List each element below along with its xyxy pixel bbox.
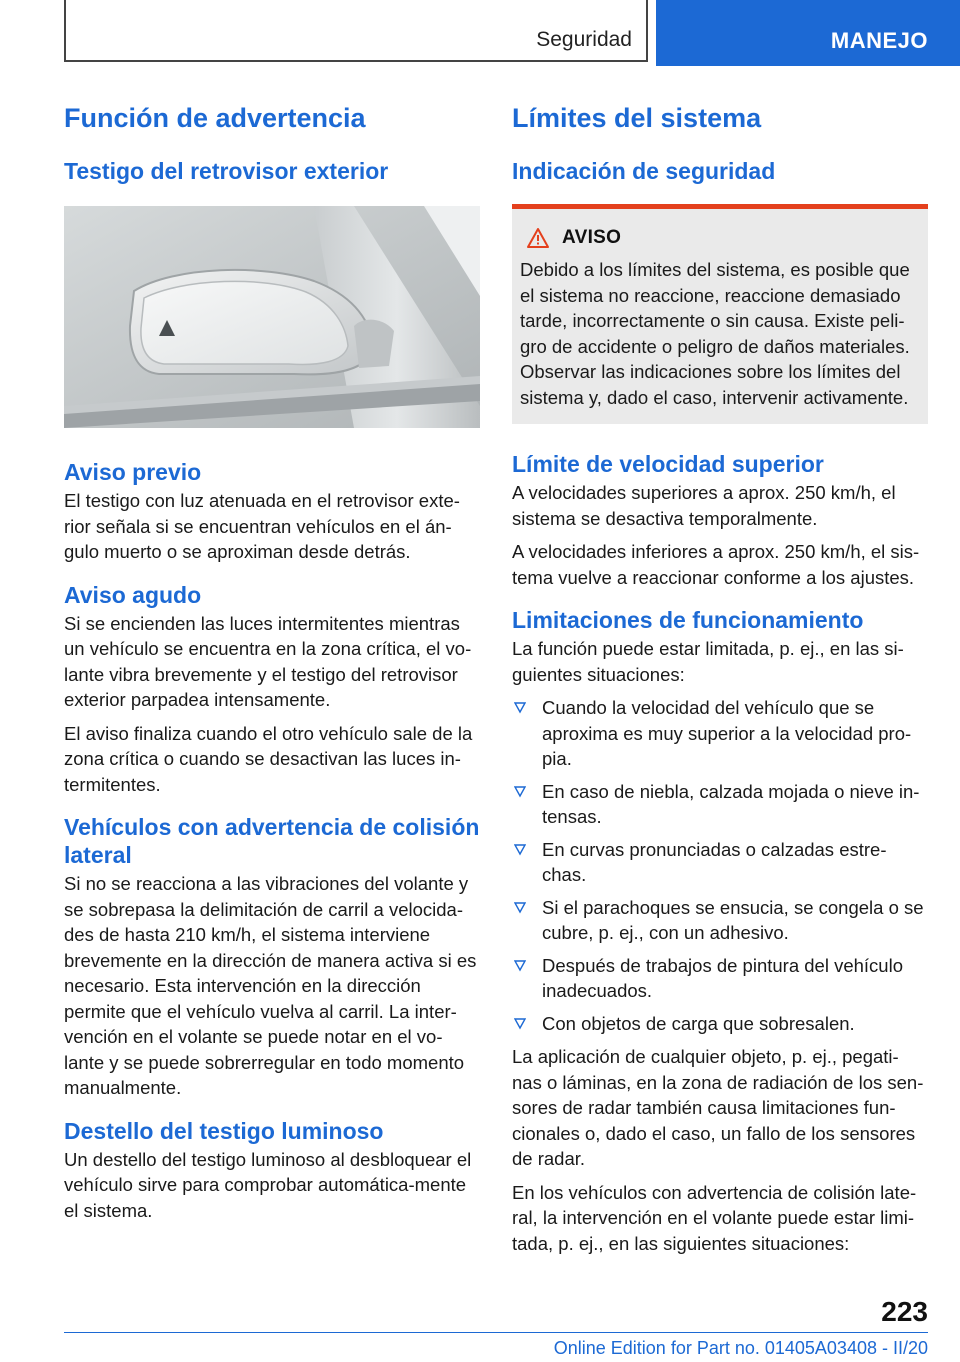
warning-triangle-icon xyxy=(526,227,550,249)
left-section-3 xyxy=(64,1117,480,1224)
left-section-1 xyxy=(64,581,480,798)
list-item-text: En caso de niebla, calzada mojada o nieve in-tensas. xyxy=(542,780,920,827)
limits-list xyxy=(512,695,928,1036)
list-item xyxy=(512,895,928,946)
left-section-2 xyxy=(64,813,480,1101)
list-item xyxy=(512,779,928,830)
paragraph: La función puede estar limitada, p. ej., en las si-guientes situaciones: xyxy=(512,638,904,685)
section-label: Seguridad xyxy=(536,28,632,51)
list-item xyxy=(512,695,928,772)
list-item-text: Después de trabajos de pintura del vehículo inadecuados. xyxy=(542,954,903,1001)
right-title: Límites del sistema xyxy=(512,103,762,133)
list-item-text: En curvas pronunciadas o calzadas estre-chas. xyxy=(542,838,887,885)
paragraph: Un destello del testigo luminoso al desbloquear el vehículo sirve para comprobar automática-mente el sistema. xyxy=(64,1148,472,1221)
triangle-bullet-icon xyxy=(514,960,526,972)
page-header xyxy=(0,0,960,66)
warning-title xyxy=(526,227,920,249)
paragraph: Si se encienden las luces intermitentes mientras un vehículo se encuentra en la zona crítica, el vo-lante vibra brevemente y el testigo del retrovisor exterior parpadea intensamente. xyxy=(64,612,472,710)
list-item xyxy=(512,837,928,888)
section-heading: Aviso agudo xyxy=(64,581,202,608)
list-item xyxy=(512,1011,928,1037)
paragraph: La aplicación de cualquier objeto, p. ej., pegati-nas o láminas, en la zona de radiación de los sen-sores de radar también causa limitaciones fun-cionales o, dado el caso, un fallo de los sensores de radar. xyxy=(512,1046,924,1169)
speed-heading: Límite de velocidad superior xyxy=(512,451,824,477)
page-number: 223 xyxy=(881,1296,928,1327)
paragraph: El testigo con luz atenuada en el retrovisor exte-rior señala si se encuentran vehículos en el án-gulo muerto o se aproximan desde detrás. xyxy=(64,490,460,562)
chapter-label: MANEJO xyxy=(830,28,928,53)
limits-heading: Limitaciones de funcionamiento xyxy=(512,607,864,633)
triangle-bullet-icon xyxy=(514,786,526,798)
left-title: Función de advertencia xyxy=(64,103,366,133)
paragraph: El aviso finaliza cuando el otro vehículo sale de la zona crítica o cuando se desactivan las luces in-termitentes. xyxy=(64,722,473,795)
section-heading: Aviso previo xyxy=(64,459,202,485)
left-subtitle: Testigo del retrovisor exterior xyxy=(64,158,389,184)
warning-label: AVISO xyxy=(562,227,622,248)
paragraph: A velocidades superiores a aprox. 250 km/h, el sistema se desactiva temporalmente. xyxy=(512,482,896,529)
chapter-tab xyxy=(656,0,960,66)
triangle-bullet-icon xyxy=(514,902,526,914)
edition-text: Online Edition for Part no. 01405A03408 - II/20 xyxy=(553,1338,928,1358)
section-heading: Vehículos con advertencia de colisión lateral xyxy=(64,814,480,868)
warning-text: Debido a los límites del sistema, es posible que el sistema no reaccione, reaccione demasiado tarde, incorrectamente o sin causa. Existe peli-gro de accidente o peligro de daños materiales. Observar las indicaciones sobre los límites del sistema y, dado el caso, intervenir activamente. xyxy=(520,259,910,408)
list-item-text: Con objetos de carga que sobresalen. xyxy=(542,1012,855,1034)
paragraph: Si no se reacciona a las vibraciones del volante y se sobrepasa la delimitación de carril a velocida-des de hasta 210 km/h, el sistema interviene brevemente en la dirección de manera activa si es necesario. Esta intervención en la dirección permite que el vehículo vuelva al carril. La inter-vención en el volante se puede notar en el vo-lante y se puede sobrerregular en todo momento manualmente. xyxy=(64,873,477,1098)
footer-divider xyxy=(64,1332,928,1333)
paragraph: A velocidades inferiores a aprox. 250 km/h, el sis-tema vuelve a reaccionar conforme a los ajustes. xyxy=(512,541,920,588)
section-tab xyxy=(64,0,648,62)
list-item-text: Si el parachoques se ensucia, se congela o se cubre, p. ej., con un adhesivo. xyxy=(542,896,924,943)
left-section-0 xyxy=(64,458,480,565)
right-subtitle: Indicación de seguridad xyxy=(512,158,776,184)
list-item xyxy=(512,953,928,1004)
side-mirror-warning-light-image xyxy=(64,206,480,428)
list-item-text: Cuando la velocidad del vehículo que se aproxima es muy superior a la velocidad pro-pia. xyxy=(542,697,912,769)
triangle-bullet-icon xyxy=(514,702,526,714)
right-column xyxy=(512,100,928,1264)
paragraph: En los vehículos con advertencia de colisión late-ral, la intervención en el volante puede estar limi-tada, p. ej., en las siguientes situaciones: xyxy=(512,1181,917,1254)
section-heading: Destello del testigo luminoso xyxy=(64,1117,384,1144)
left-column xyxy=(64,100,480,1231)
triangle-bullet-icon xyxy=(514,844,526,856)
warning-box xyxy=(512,204,928,424)
triangle-bullet-icon xyxy=(514,1018,526,1030)
